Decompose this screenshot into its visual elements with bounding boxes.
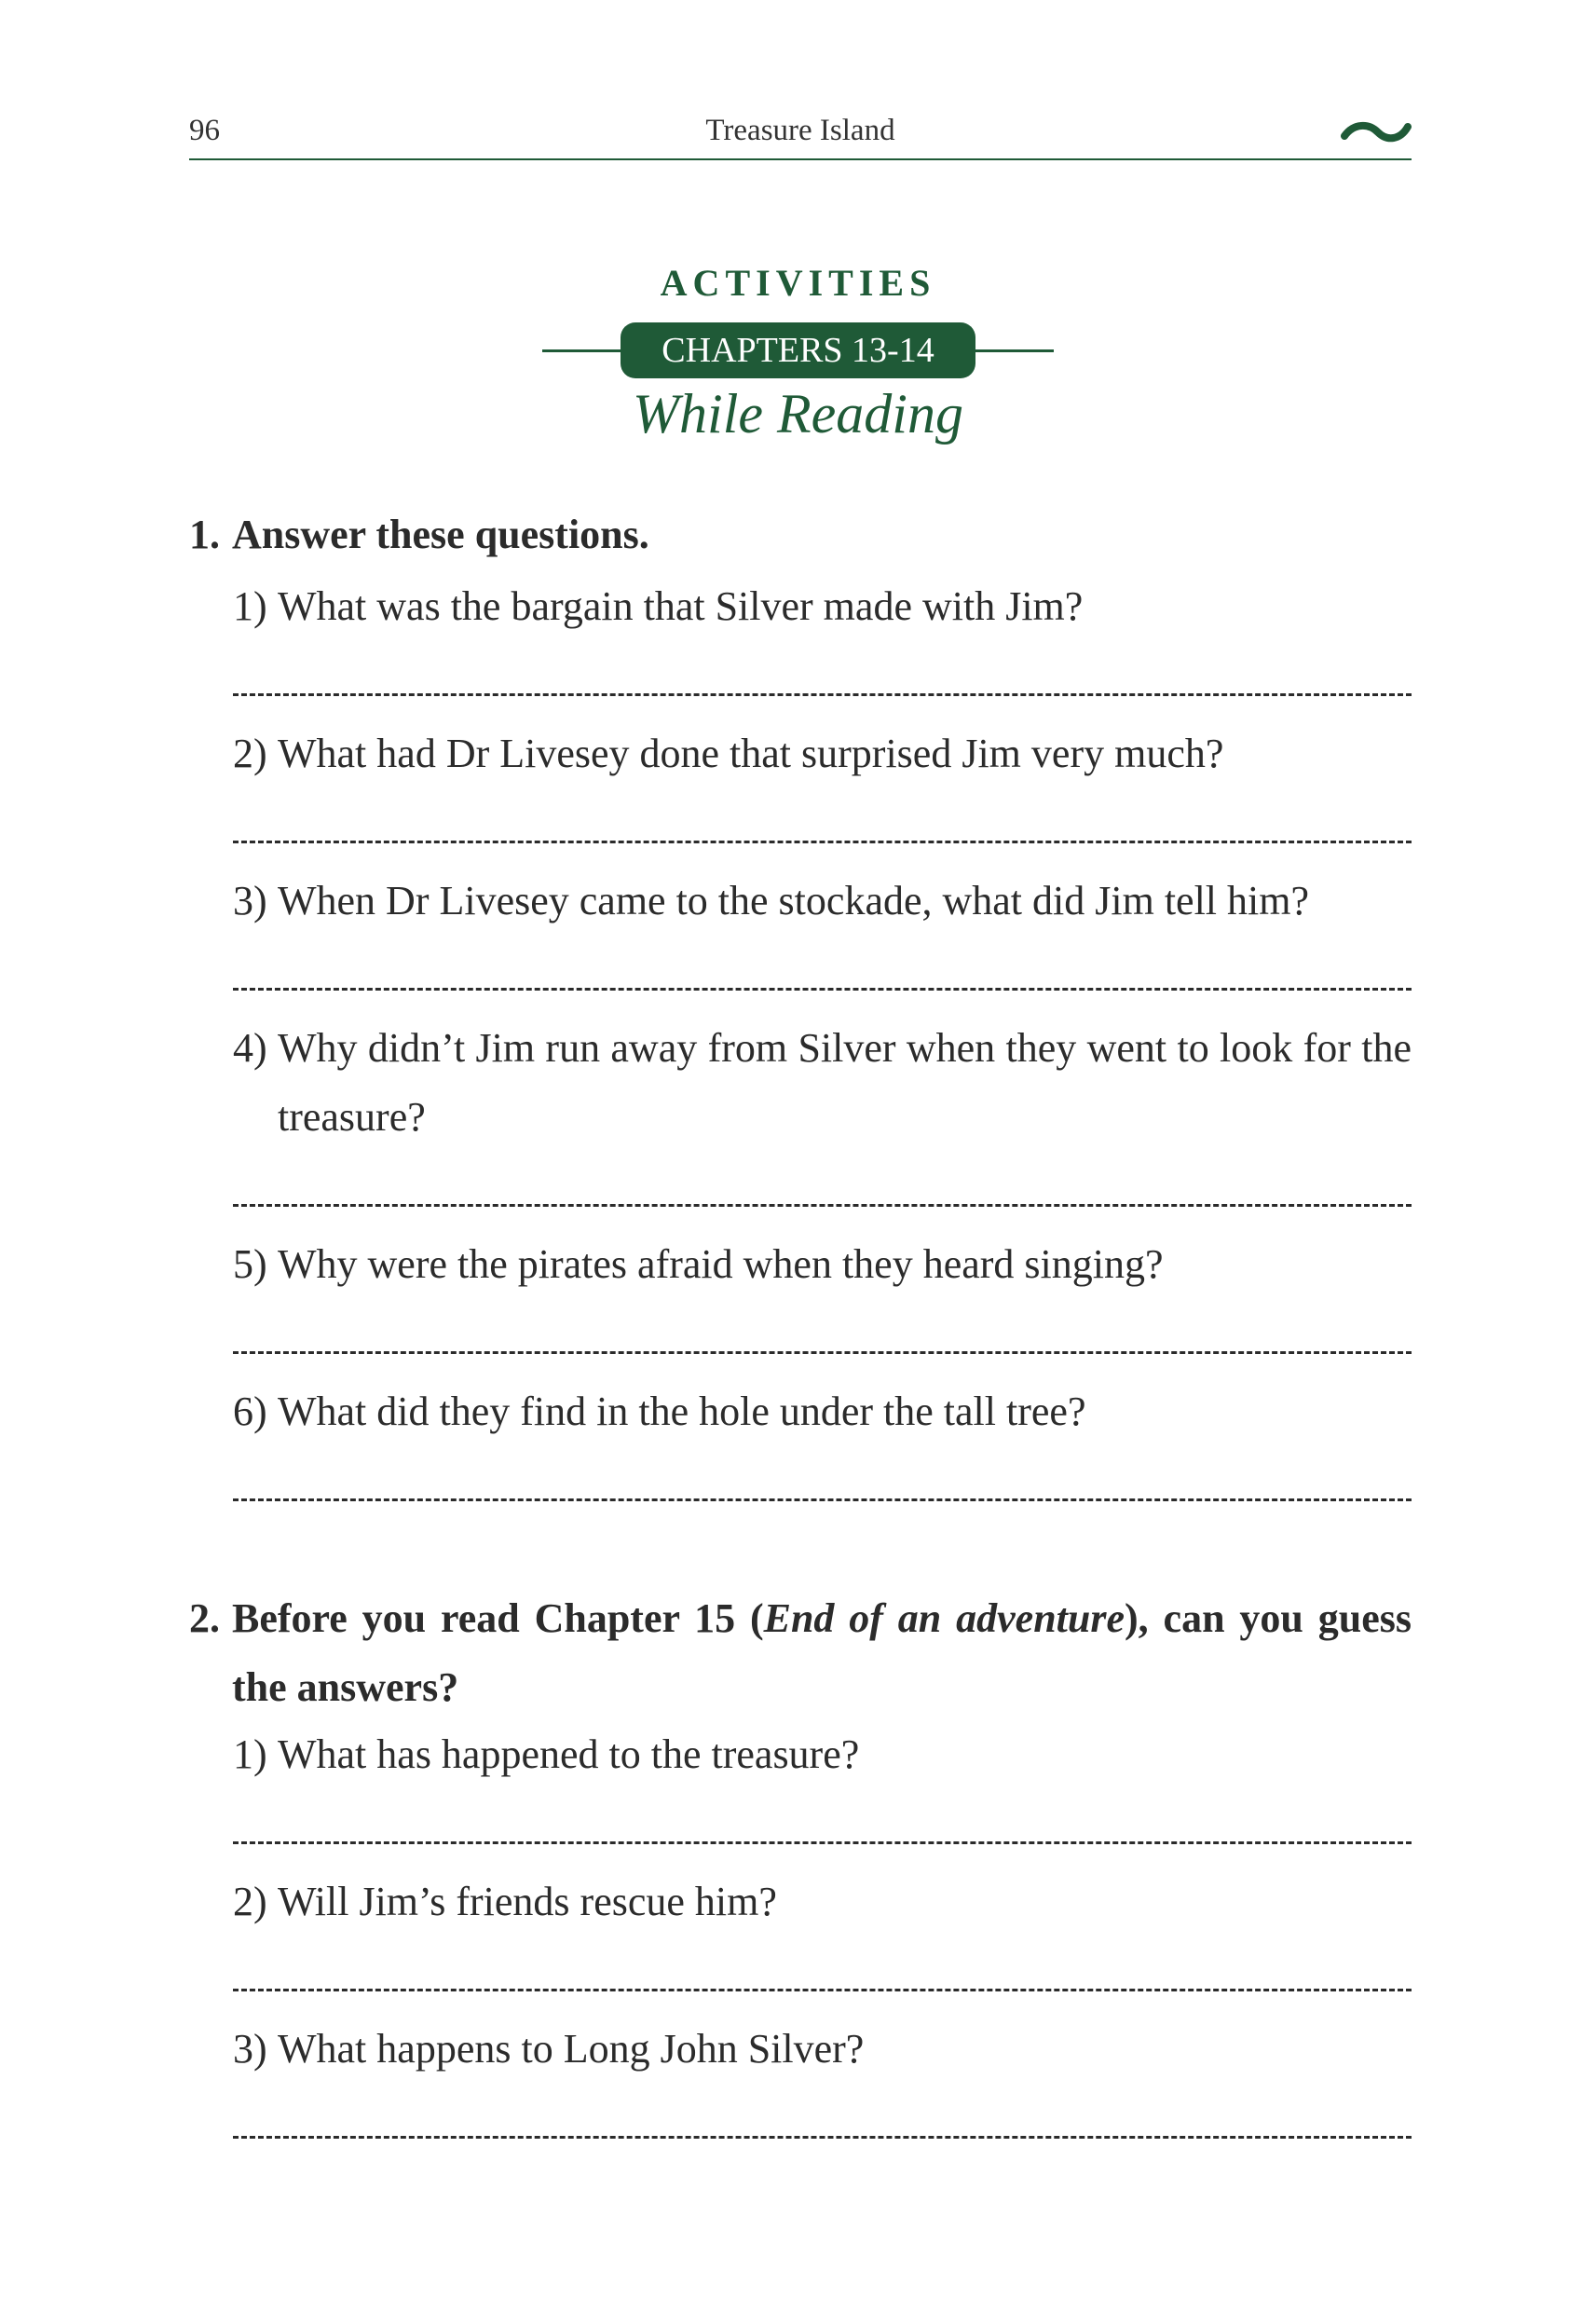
- question-number: 2): [233, 731, 267, 776]
- answer-line[interactable]: [233, 841, 1412, 843]
- question-2-3: [233, 2015, 1412, 2084]
- exercise-instruction: [189, 1584, 1412, 1722]
- answer-line[interactable]: [233, 2136, 1412, 2139]
- page-number: 96: [189, 114, 220, 147]
- answer-line[interactable]: [233, 693, 1412, 696]
- question-number: 6): [233, 1389, 267, 1434]
- question-1-5: [233, 1230, 1412, 1299]
- banner-rule-left: [542, 349, 626, 352]
- question-2-2: [233, 1867, 1412, 1936]
- instruction-text: Before you read Chapter 15 (: [232, 1595, 764, 1641]
- question-1-3: [233, 867, 1412, 936]
- exercise-2-heading: [189, 1584, 1412, 1722]
- answer-line[interactable]: [233, 1204, 1412, 1207]
- question-text: Why didn’t Jim run away from Silver when they went to look for the treasure?: [278, 1025, 1412, 1140]
- question-text: When Dr Livesey came to the stockade, what did Jim tell him?: [278, 878, 1310, 923]
- question-text: Why were the pirates afraid when they heard singing?: [278, 1241, 1164, 1287]
- section-subtitle: While Reading: [633, 383, 963, 445]
- running-header: [189, 110, 1412, 160]
- exercise-instruction: Answer these questions.: [232, 512, 649, 557]
- chapters-banner: [0, 322, 1596, 378]
- question-number: 5): [233, 1241, 267, 1287]
- answer-line[interactable]: [233, 988, 1412, 991]
- exercise-1-heading: [189, 511, 649, 558]
- answer-line[interactable]: [233, 1989, 1412, 1991]
- answer-line[interactable]: [233, 1841, 1412, 1844]
- question-number: 3): [233, 2026, 267, 2072]
- question-number: 2): [233, 1879, 267, 1924]
- question-1-1: [233, 572, 1412, 641]
- question-1-6: [233, 1377, 1412, 1446]
- question-1-2: [233, 719, 1412, 788]
- banner-rule-right: [970, 349, 1054, 352]
- instruction-text: ), can you guess the answers?: [232, 1595, 1412, 1710]
- question-number: 1): [233, 1731, 267, 1777]
- question-number: 4): [233, 1025, 267, 1071]
- question-text: What has happened to the treasure?: [278, 1731, 860, 1777]
- activities-title: ACTIVITIES: [660, 262, 936, 304]
- tilde-ornament-icon: [1341, 116, 1412, 147]
- answer-line[interactable]: [233, 1498, 1412, 1501]
- chapter-title: End of an adventure: [763, 1595, 1125, 1641]
- question-text: What happens to Long John Silver?: [278, 2026, 865, 2072]
- answer-line[interactable]: [233, 1351, 1412, 1354]
- question-number: 1): [233, 583, 267, 629]
- question-text: What did they find in the hole under the tall tree?: [278, 1389, 1086, 1434]
- question-text: Will Jim’s friends rescue him?: [278, 1879, 777, 1924]
- question-2-1: [233, 1720, 1412, 1789]
- exercise-number: 2.: [189, 1595, 220, 1641]
- question-number: 3): [233, 878, 267, 923]
- question-1-4: [233, 1014, 1412, 1152]
- question-text: What was the bargain that Silver made with Jim?: [278, 583, 1084, 629]
- exercise-number: 1.: [189, 512, 220, 557]
- question-text: What had Dr Livesey done that surprised Jim very much?: [278, 731, 1224, 776]
- chapters-label: CHAPTERS 13-14: [621, 322, 975, 378]
- book-title: Treasure Island: [705, 114, 895, 147]
